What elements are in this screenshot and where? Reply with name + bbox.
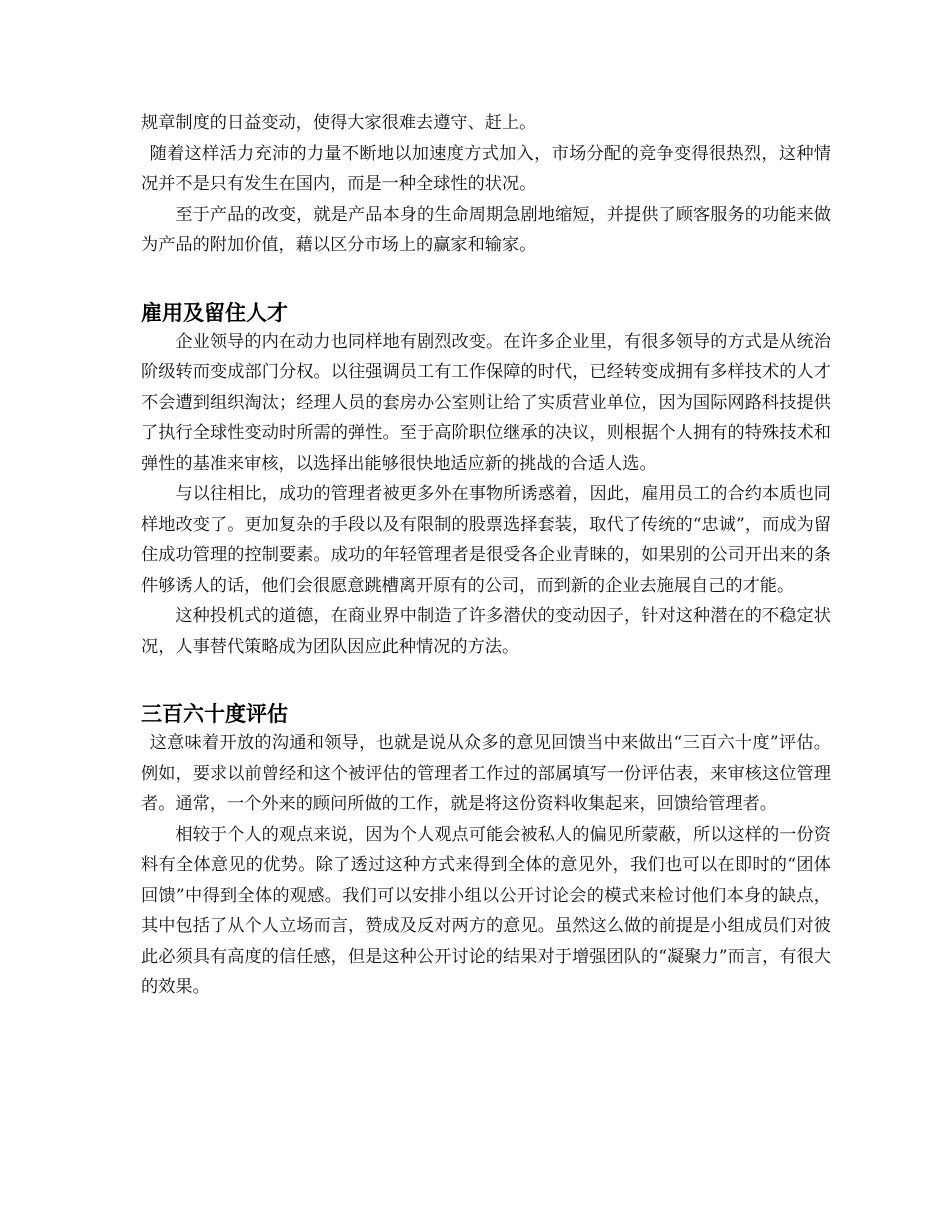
intro-paragraph-2: 随着这样活力充沛的力量不断地以加速度方式加入，市场分配的竞争变得很热烈，这种情况并不是只有发生在国内，而是一种全球性的状况。 [141, 143, 831, 194]
section-spacer [141, 261, 831, 299]
review-paragraph-1: 这意味着开放的沟通和领导，也就是说从众多的意见回馈当中来做出“三百六十度”评估。例如，要求以前曾经和这个被评估的管理者工作过的部属填写一份评估表，来审核这位管理者。通常，一个外来的顾问所做的工作，就是将这份资料收集起来，回馈给管理者。 [141, 733, 831, 814]
review-paragraph-2: 相较于个人的观点来说，因为个人观点可能会被私人的偏见所蒙蔽，所以这样的一份资料有全体意见的优势。除了透过这种方式来得到全体的意见外，我们也可以在即时的“团体回馈”中得到全体的观感。我们可以安排小组以公开讨论会的模式来检讨他们本身的缺点，其中包括了从个人立场而言，赞成及反对两方的意见。虽然这么做的前提是小组成员们对彼此必须具有高度的信任感，但是这种公开讨论的结果对于增强团队的“凝聚力”而言，有很大的效果。 [141, 824, 831, 997]
intro-paragraph-1: 规章制度的日益变动，使得大家很难去遵守、赶上。 [141, 113, 537, 133]
hiring-paragraph-2: 与以往相比，成功的管理者被更多外在事物所诱惑着，因此，雇用员工的合约本质也同样地改变了。更加复杂的手段以及有限制的股票选择套装，取代了传统的“忠诚”，而成为留住成功管理的控制要素。成功的年轻管理者是很受各企业青睐的，如果别的公司开出来的条件够诱人的话，他们会很愿意跳槽离开原有的公司，而到新的企业去施展自己的才能。 [141, 484, 831, 596]
hiring-paragraph-3: 这种投机式的道德，在商业界中制造了许多潜伏的变动因子，针对这种潜在的不稳定状况，人事替代策略成为团队因应此种情况的方法。 [141, 606, 831, 657]
section-heading-hiring: 雇用及留住人才 [141, 300, 288, 325]
intro-paragraph-3: 至于产品的改变，就是产品本身的生命周期急剧地缩短，并提供了顾客服务的功能来做为产品的附加价值，藉以区分市场上的赢家和输家。 [141, 204, 831, 255]
hiring-paragraph-1: 企业领导的内在动力也同样地有剧烈改变。在许多企业里，有很多领导的方式是从统治阶级转而变成部门分权。以往强调员工有工作保障的时代，已经转变成拥有多样技术的人才不会遭到组织淘汰；经理人员的套房办公室则让给了实质营业单位，因为国际网路科技提供了执行全球性变动时所需的弹性。至于高阶职位继承的决议，则根据个人拥有的特殊技术和弹性的基准来审核，以选择出能够很快地适应新的挑战的合适人选。 [141, 331, 831, 474]
section-heading-360-review: 三百六十度评估 [141, 702, 288, 726]
section-spacer [141, 662, 831, 700]
document-page [141, 108, 831, 1003]
